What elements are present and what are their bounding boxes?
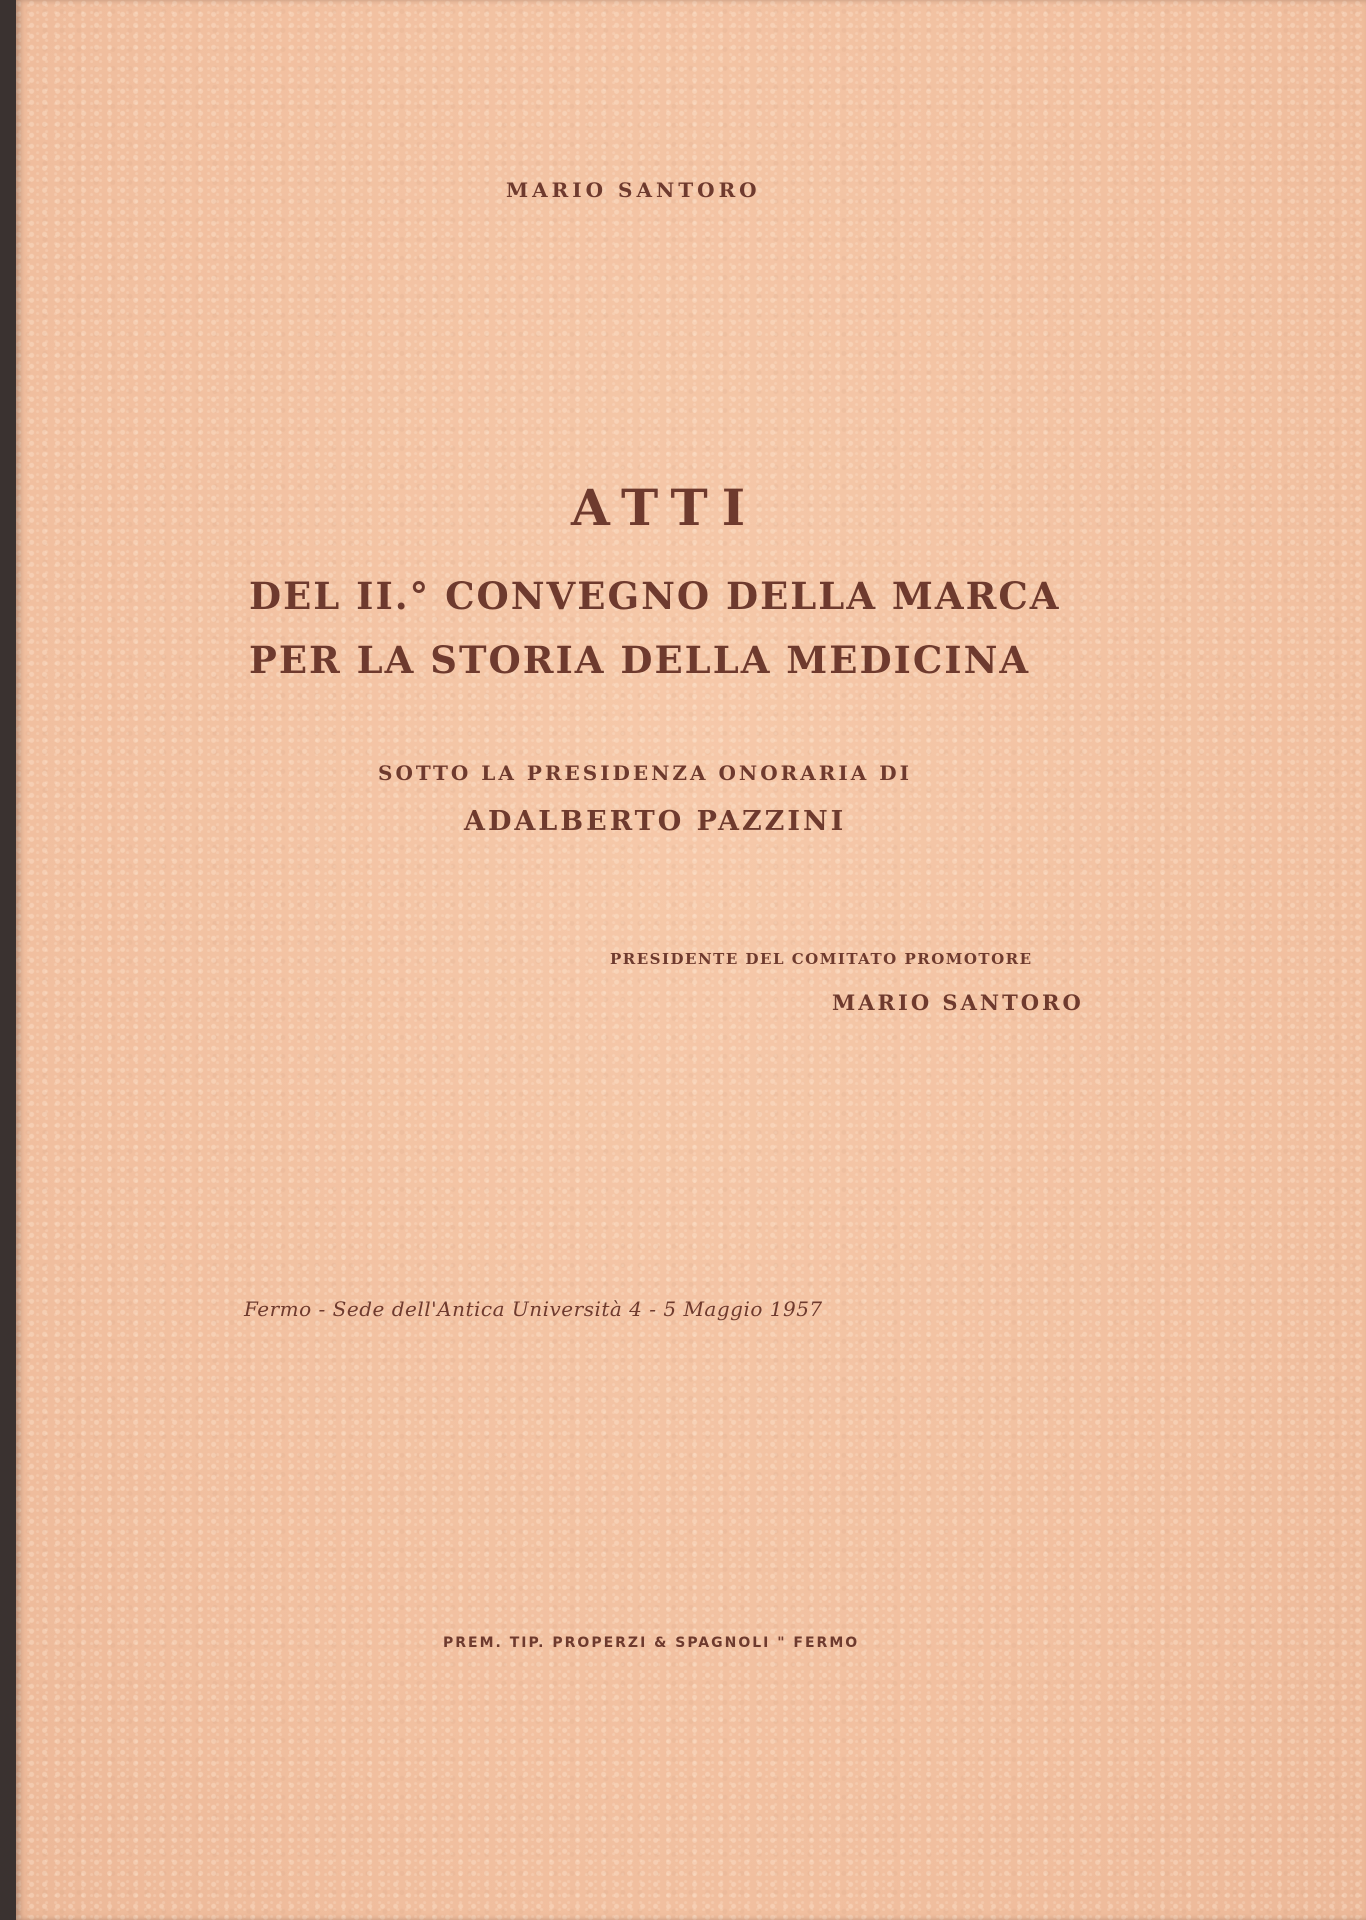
author-name: MARIO SANTORO bbox=[506, 178, 761, 202]
presidency-name: ADALBERTO PAZZINI bbox=[464, 806, 847, 837]
location-date: Fermo - Sede dell'Antica Università 4 - 5 Maggio 1957 bbox=[244, 1297, 823, 1321]
book-cover bbox=[16, 0, 1366, 1920]
subtitle-line-2: PER LA STORIA DELLA MEDICINA bbox=[249, 638, 1031, 682]
committee-label: PRESIDENTE DEL COMITATO PROMOTORE bbox=[610, 950, 1033, 968]
committee-name: MARIO SANTORO bbox=[832, 990, 1084, 1015]
subtitle-line-1: DEL II.° CONVEGNO DELLA MARCA bbox=[249, 574, 1061, 618]
presidency-label: SOTTO LA PRESIDENZA ONORARIA DI bbox=[378, 761, 912, 785]
printer-imprint: PREM. TIP. PROPERZI & SPAGNOLI " FERMO bbox=[443, 1635, 860, 1651]
main-title: ATTI bbox=[571, 478, 760, 537]
